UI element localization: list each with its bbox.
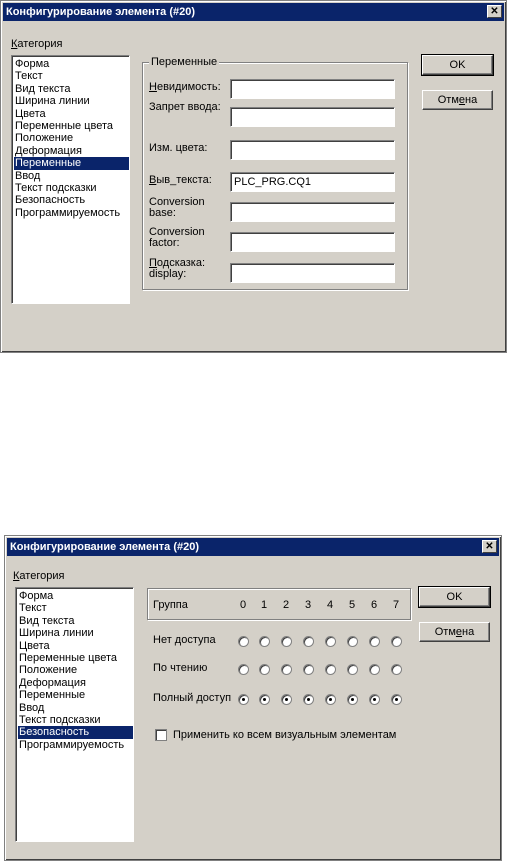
access-radio[interactable] <box>347 636 358 647</box>
category-item[interactable]: Переменные <box>19 689 86 702</box>
category-item[interactable]: Текст <box>19 602 47 615</box>
cancel-button[interactable] <box>422 90 493 110</box>
access-radio[interactable] <box>259 636 270 647</box>
category-item[interactable]: Переменные цвета <box>15 119 113 132</box>
group-number: 2 <box>283 599 290 611</box>
cancel-label: Отмена <box>434 626 475 638</box>
cancel-button[interactable] <box>419 622 490 642</box>
access-radio[interactable] <box>303 694 314 705</box>
access-radio[interactable] <box>303 636 314 647</box>
category-list[interactable] <box>15 587 134 842</box>
config-dialog-variables <box>0 0 507 353</box>
variable-input[interactable] <box>230 107 395 127</box>
category-item[interactable]: Ввод <box>19 701 45 714</box>
group-number: 0 <box>240 599 247 611</box>
category-label: Категория <box>11 38 63 50</box>
field-label: Изм. цвета: <box>149 142 208 154</box>
access-radio[interactable] <box>259 664 270 675</box>
field-label: Подсказка: display: <box>149 257 206 280</box>
category-item[interactable]: Программируемость <box>19 738 125 751</box>
access-radio[interactable] <box>369 636 380 647</box>
group-number: 6 <box>371 599 378 611</box>
access-radio[interactable] <box>325 636 336 647</box>
category-item[interactable]: Безопасность <box>15 194 86 207</box>
ok-button[interactable]: OK <box>422 55 493 75</box>
access-radio[interactable] <box>369 664 380 675</box>
access-radio[interactable] <box>391 636 402 647</box>
field-label: Запрет ввода: <box>149 101 221 113</box>
category-item[interactable]: Ширина линии <box>15 95 90 108</box>
category-item[interactable]: Текст подсказки <box>19 713 101 726</box>
access-radio[interactable] <box>238 664 249 675</box>
ok-button[interactable]: OK <box>419 587 490 607</box>
category-item[interactable]: Положение <box>15 132 74 145</box>
group-number: 4 <box>327 599 334 611</box>
category-item[interactable]: Цвета <box>15 107 46 120</box>
category-item[interactable]: Деформация <box>19 676 86 689</box>
group-caption: Переменные <box>151 56 218 68</box>
category-item[interactable]: Цвета <box>19 639 50 652</box>
category-item[interactable]: Программируемость <box>15 206 121 219</box>
access-radio[interactable] <box>259 694 270 705</box>
access-radio[interactable] <box>391 664 402 675</box>
access-radio[interactable] <box>391 694 402 705</box>
access-row-label: Нет доступа <box>153 634 216 646</box>
category-item[interactable]: Форма <box>15 58 50 70</box>
title-bar <box>7 538 499 556</box>
category-item[interactable]: Переменные <box>14 157 129 169</box>
access-radio[interactable] <box>238 694 249 705</box>
category-item[interactable]: Ширина линии <box>19 627 94 640</box>
close-icon[interactable]: ✕ <box>482 540 497 553</box>
apply-all-checkbox[interactable] <box>155 729 167 741</box>
access-radio[interactable] <box>238 636 249 647</box>
config-dialog-security <box>4 535 502 861</box>
category-item[interactable]: Безопасность <box>18 726 133 738</box>
category-label: Категория <box>13 570 65 582</box>
group-label: Группа <box>153 599 188 611</box>
cancel-label: Отмена <box>437 94 478 106</box>
apply-all-label: Применить ко всем визуальным элементам <box>173 729 397 741</box>
group-number: 1 <box>261 599 268 611</box>
group-number: 3 <box>305 599 312 611</box>
access-row-label: Полный доступ <box>153 692 232 704</box>
category-item[interactable]: Текст подсказки <box>15 181 97 194</box>
access-row-label: По чтению <box>153 662 208 674</box>
access-radio[interactable] <box>369 694 380 705</box>
access-radio[interactable] <box>347 694 358 705</box>
access-radio[interactable] <box>303 664 314 675</box>
dialog-title: Конфигурирование элемента (#20) <box>10 541 200 553</box>
field-label: Выв_текста: <box>149 174 212 186</box>
group-number: 5 <box>349 599 356 611</box>
category-item[interactable]: Ввод <box>15 169 41 182</box>
access-radio[interactable] <box>325 664 336 675</box>
variable-input[interactable] <box>230 232 395 252</box>
access-radio[interactable] <box>347 664 358 675</box>
title-bar <box>3 3 504 21</box>
access-radio[interactable] <box>281 664 292 675</box>
category-item[interactable]: Текст <box>15 70 43 83</box>
category-item[interactable]: Вид текста <box>19 614 75 627</box>
variable-input[interactable] <box>230 79 395 99</box>
access-radio[interactable] <box>281 636 292 647</box>
category-list[interactable] <box>11 55 130 304</box>
field-label: Conversion base: <box>149 196 205 219</box>
category-item[interactable]: Положение <box>19 664 78 677</box>
access-radio[interactable] <box>325 694 336 705</box>
variable-input[interactable] <box>230 263 395 283</box>
group-number: 7 <box>393 599 400 611</box>
category-item[interactable]: Форма <box>19 590 54 602</box>
variable-input[interactable] <box>230 202 395 222</box>
category-item[interactable]: Переменные цвета <box>19 651 117 664</box>
category-item[interactable]: Вид текста <box>15 82 71 95</box>
close-icon[interactable]: ✕ <box>487 5 502 18</box>
access-radio[interactable] <box>281 694 292 705</box>
category-item[interactable]: Деформация <box>15 144 82 157</box>
dialog-title: Конфигурирование элемента (#20) <box>6 6 196 18</box>
field-label: Conversion factor: <box>149 226 205 249</box>
field-label: Невидимость: <box>149 81 221 93</box>
variable-input[interactable]: PLC_PRG.CQ1 <box>230 172 395 192</box>
variable-input[interactable] <box>230 140 395 160</box>
